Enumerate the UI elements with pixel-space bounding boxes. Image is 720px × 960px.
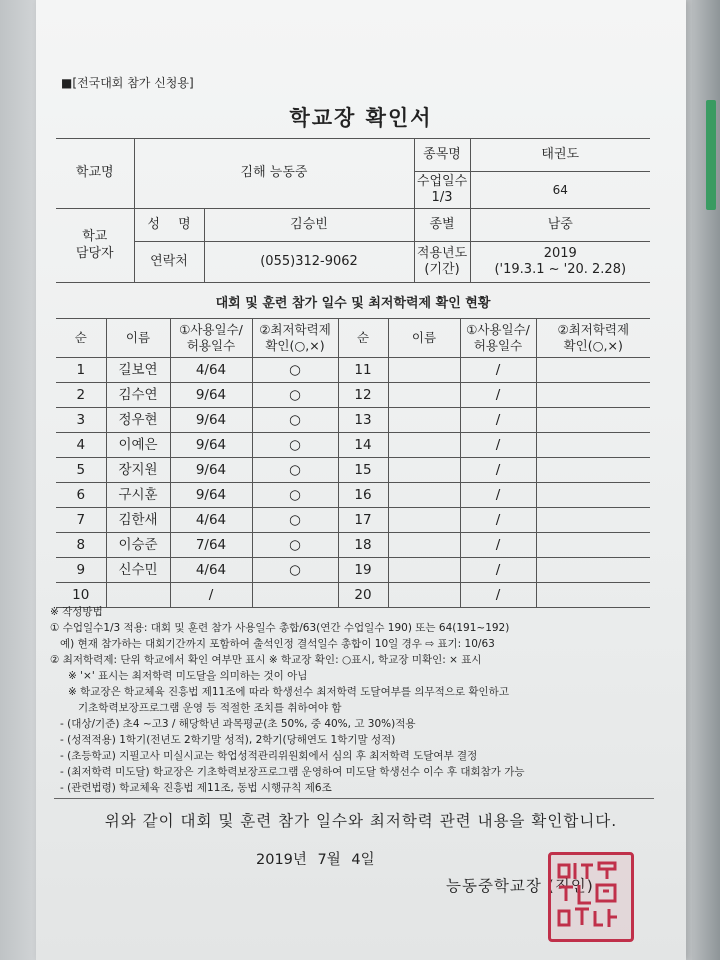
student-name: 김한새	[106, 508, 170, 533]
period-year: 2019	[543, 245, 577, 261]
student-name	[388, 408, 460, 433]
header-used-days-line2: 허용일수	[186, 338, 236, 353]
official-seal-stamp	[548, 852, 634, 942]
header-no: 순	[56, 319, 106, 358]
manager-label-line2: 담당자	[75, 245, 114, 261]
header-used-days-line1: ①사용일수/	[466, 322, 530, 338]
note-line: - (초등학교) 지필고사 미실시교는 학업성적관리위원회에서 심의 후 최저학력 도달여부 결정	[60, 750, 478, 762]
period-label-line1: 적용년도	[416, 245, 468, 261]
used-days: /	[460, 433, 536, 458]
period-label	[414, 242, 470, 283]
class-days-label-line2: 1/3	[431, 190, 453, 205]
document-page	[36, 0, 686, 960]
used-days: 9/64	[170, 408, 252, 433]
table-row	[56, 433, 650, 458]
used-days: /	[460, 408, 536, 433]
min-academic-check: ○	[252, 483, 338, 508]
student-name: 김수연	[106, 383, 170, 408]
header-used-days	[170, 319, 252, 358]
section-title: 대회 및 훈련 참가 일수 및 최저학력제 확인 현황	[215, 296, 491, 311]
row-no: 12	[338, 383, 388, 408]
row-no: 20	[338, 583, 388, 608]
class-days-label	[414, 172, 470, 209]
contact-value: (055)312-9062	[204, 242, 414, 283]
min-academic-check: ○	[252, 508, 338, 533]
used-days: 9/64	[170, 458, 252, 483]
used-days: 7/64	[170, 533, 252, 558]
used-days: 9/64	[170, 433, 252, 458]
student-name	[388, 358, 460, 383]
event-value: 태권도	[470, 139, 650, 172]
person-name-label: 성 명	[134, 209, 204, 242]
student-name	[388, 458, 460, 483]
used-days: 4/64	[170, 358, 252, 383]
division-label: 종별	[414, 209, 470, 242]
student-name	[388, 558, 460, 583]
row-no: 3	[56, 408, 106, 433]
table-row	[56, 558, 650, 583]
used-days: /	[460, 483, 536, 508]
principal-signature-line: 능동중학교장 (직인)	[446, 877, 594, 895]
document-title: 학교장 확인서	[289, 106, 433, 130]
wall-green-strip	[706, 100, 716, 210]
used-days: /	[460, 383, 536, 408]
row-no: 9	[56, 558, 106, 583]
table-row	[56, 533, 650, 558]
used-days: /	[460, 508, 536, 533]
row-no: 13	[338, 408, 388, 433]
confirmation-statement: 위와 같이 대회 및 훈련 참가 일수와 최저학력 관련 내용을 확인합니다.	[104, 812, 618, 830]
manager-label	[56, 209, 134, 283]
row-no: 17	[338, 508, 388, 533]
note-line: - (최저학력 미도달) 학교장은 기초학력보장프로그램 운영하여 미도달 학생선수 이수 후 대회참가 가능	[60, 766, 525, 778]
header-name: 이름	[106, 319, 170, 358]
min-academic-check: ○	[252, 408, 338, 433]
min-academic-check	[536, 358, 650, 383]
min-academic-check	[536, 383, 650, 408]
document-date: 2019년 7월 4일	[256, 852, 375, 868]
header-min-academic-line2: 확인(○,×)	[265, 338, 325, 353]
student-name	[388, 383, 460, 408]
header-min-academic	[252, 319, 338, 358]
form-type-tag: ■[전국대회 참가 신청용]	[61, 76, 194, 90]
used-days: /	[460, 583, 536, 608]
row-no: 1	[56, 358, 106, 383]
note-line: ① 수업일수1/3 적용: 대회 및 훈련 참가 사용일수 총합/63(연간 수업일수 190) 또는 64(191~192)	[50, 622, 510, 634]
min-academic-check	[536, 508, 650, 533]
period-range: ('19.3.1 ~ '20. 2.28)	[494, 262, 627, 277]
note-line: ※ '×' 표시는 최저학력 미도달을 의미하는 것이 아님	[68, 670, 308, 682]
min-academic-check: ○	[252, 558, 338, 583]
header-used-days-line1: ①사용일수/	[179, 322, 243, 338]
note-line: - (대상/기준) 초4 ~고3 / 해당학년 과목평균(초 50%, 중 40%, 고 30%)적용	[60, 718, 416, 730]
header-min-academic-line1: ②최저학력제	[259, 322, 331, 338]
row-no: 10	[56, 583, 106, 608]
student-name: 정우현	[106, 408, 170, 433]
header-min-academic	[536, 319, 650, 358]
note-line: ※ 학교장은 학교체육 진흥법 제11조에 따라 학생선수 최저학력 도달여부를 의무적으로 확인하고	[68, 686, 509, 698]
student-name	[388, 533, 460, 558]
school-name-label: 학교명	[56, 139, 134, 209]
period-value	[470, 242, 650, 283]
used-days: 4/64	[170, 508, 252, 533]
row-no: 8	[56, 533, 106, 558]
school-name-value: 김해 능동중	[134, 139, 414, 209]
note-line: 기초학력보장프로그램 운영 등 적절한 조치를 취하여야 함	[68, 702, 342, 714]
note-line: - (관련법령) 학교체육 진흥법 제11조, 동법 시행규칙 제6조	[60, 782, 332, 794]
header-no: 순	[338, 319, 388, 358]
row-no: 7	[56, 508, 106, 533]
min-academic-check	[536, 408, 650, 433]
row-no: 15	[338, 458, 388, 483]
contact-label: 연락처	[134, 242, 204, 283]
student-name: 장지원	[106, 458, 170, 483]
note-line: ※ 작성방법	[50, 606, 103, 618]
row-no: 16	[338, 483, 388, 508]
used-days: /	[460, 558, 536, 583]
table-row	[56, 358, 650, 383]
header-used-days-line2: 허용일수	[473, 338, 523, 353]
row-no: 6	[56, 483, 106, 508]
row-no: 4	[56, 433, 106, 458]
class-days-label-line1: 수업일수	[416, 173, 468, 189]
notes-divider	[54, 798, 654, 799]
seal-pattern-icon	[551, 855, 625, 933]
school-info-table	[56, 138, 650, 283]
row-no: 18	[338, 533, 388, 558]
header-name: 이름	[388, 319, 460, 358]
student-name: 구시훈	[106, 483, 170, 508]
used-days: /	[170, 583, 252, 608]
used-days: /	[460, 358, 536, 383]
used-days: /	[460, 458, 536, 483]
period-label-line2: (기간)	[424, 262, 460, 277]
student-name	[388, 483, 460, 508]
note-line: ② 최저학력제: 단위 학교에서 확인 여부만 표시 ※ 학교장 확인: ○표시, 학교장 미확인: × 표시	[50, 654, 482, 666]
student-name: 이예은	[106, 433, 170, 458]
student-name	[388, 508, 460, 533]
student-name: 이승준	[106, 533, 170, 558]
min-academic-check	[536, 433, 650, 458]
min-academic-check: ○	[252, 533, 338, 558]
manager-label-line1: 학교	[82, 229, 108, 245]
min-academic-check: ○	[252, 383, 338, 408]
division-value: 남중	[470, 209, 650, 242]
instructions-notes	[50, 604, 670, 796]
class-days-value: 64	[470, 172, 650, 209]
event-label: 종목명	[414, 139, 470, 172]
header-min-academic-line1: ②최저학력제	[557, 322, 630, 338]
student-name	[388, 433, 460, 458]
header-min-academic-line2: 확인(○,×)	[563, 338, 623, 353]
note-line: 예) 현재 참가하는 대회기간까지 포함하여 출석인정 결석일수 총합이 10일 경우 ⇨ 표기: 10/63	[60, 638, 495, 650]
used-days: /	[460, 533, 536, 558]
note-line: - (성적적용) 1학기(전년도 2학기말 성적), 2학기(당해연도 1학기말 성적)	[60, 734, 396, 746]
student-name: 신수민	[106, 558, 170, 583]
participation-table	[56, 318, 650, 608]
table-row	[56, 483, 650, 508]
row-no: 19	[338, 558, 388, 583]
row-no: 2	[56, 383, 106, 408]
used-days: 9/64	[170, 483, 252, 508]
row-no: 5	[56, 458, 106, 483]
row-no: 11	[338, 358, 388, 383]
student-name: 길보연	[106, 358, 170, 383]
min-academic-check	[536, 483, 650, 508]
min-academic-check	[536, 533, 650, 558]
min-academic-check: ○	[252, 358, 338, 383]
min-academic-check: ○	[252, 458, 338, 483]
table-row	[56, 458, 650, 483]
person-name-value: 김승빈	[204, 209, 414, 242]
min-academic-check	[536, 458, 650, 483]
table-row	[56, 508, 650, 533]
header-used-days	[460, 319, 536, 358]
row-no: 14	[338, 433, 388, 458]
min-academic-check: ○	[252, 433, 338, 458]
table-row	[56, 408, 650, 433]
min-academic-check	[536, 558, 650, 583]
table-row	[56, 383, 650, 408]
used-days: 9/64	[170, 383, 252, 408]
used-days: 4/64	[170, 558, 252, 583]
